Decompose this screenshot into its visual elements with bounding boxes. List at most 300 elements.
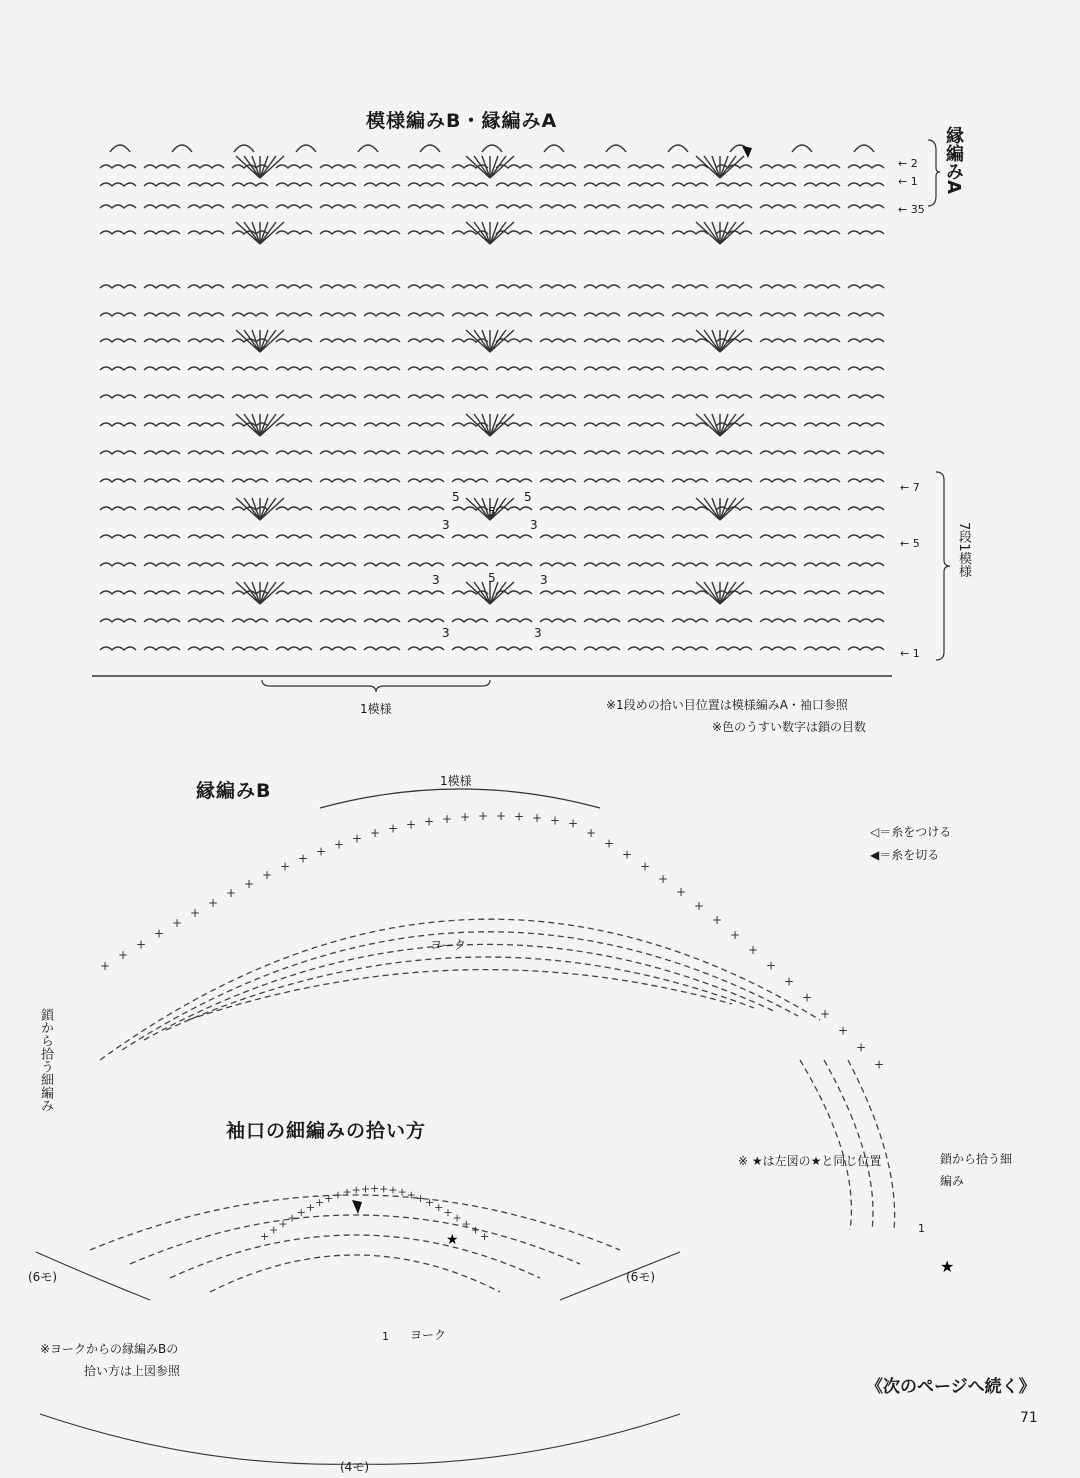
picot <box>606 145 626 152</box>
sleeve-stitch: + <box>379 1182 389 1196</box>
chain-stitch <box>276 591 312 594</box>
chain-stitch <box>144 619 180 622</box>
chain-stitch <box>364 507 400 510</box>
chain-stitch <box>232 165 268 168</box>
chain-stitch <box>496 395 532 398</box>
chain-stitch <box>496 619 532 622</box>
chain-stitch <box>584 535 620 538</box>
single-crochet-mark: + <box>424 814 435 829</box>
chain-stitch <box>848 231 884 234</box>
chain-stitch <box>408 479 444 482</box>
chain-stitch <box>848 647 884 650</box>
chain-stitch <box>672 165 708 168</box>
right-pickup-text: 鎖から拾う細編み <box>940 1152 1013 1188</box>
chain-stitch <box>320 591 356 594</box>
chain-stitch <box>716 451 752 454</box>
single-crochet-mark: + <box>370 826 381 841</box>
chain-stitch <box>848 479 884 482</box>
chain-stitch <box>100 395 136 398</box>
chain-stitch <box>628 183 664 186</box>
chain-stitch <box>188 535 224 538</box>
chain-stitch <box>320 231 356 234</box>
chain-stitch <box>672 507 708 510</box>
chain-stitch <box>364 285 400 288</box>
chain-stitch <box>584 339 620 342</box>
chain-count: 5 <box>524 490 532 504</box>
chain-stitch <box>672 591 708 594</box>
chain-stitch <box>760 535 796 538</box>
edge-bracket <box>928 140 940 206</box>
chain-stitch <box>804 535 840 538</box>
chain-stitch <box>804 395 840 398</box>
picot <box>358 145 378 152</box>
sleeve-stitch: + <box>397 1185 407 1199</box>
chain-stitch <box>320 183 356 186</box>
chain-count: 3 <box>534 626 542 640</box>
chain-stitch <box>364 395 400 398</box>
chain-stitch <box>848 535 884 538</box>
double-crochet-fan <box>260 414 276 436</box>
chain-stitch <box>276 285 312 288</box>
chain-stitch <box>452 285 488 288</box>
chain-stitch <box>584 367 620 370</box>
star-note: ※ ★は左図の★と同じ位置 <box>738 1154 882 1168</box>
chain-stitch <box>188 367 224 370</box>
sleeve-stitch: + <box>443 1206 453 1219</box>
chain-stitch <box>232 563 268 566</box>
chain-stitch <box>188 619 224 622</box>
single-crochet-mark: + <box>712 913 723 928</box>
chain-stitch <box>452 619 488 622</box>
single-crochet-mark: + <box>208 895 219 910</box>
chain-stitch <box>364 339 400 342</box>
chain-stitch <box>232 231 268 234</box>
right-band-diagram <box>0 1060 1080 1276</box>
chain-stitch <box>540 423 576 426</box>
chain-stitch <box>672 563 708 566</box>
chain-stitch <box>100 647 136 650</box>
chain-stitch <box>540 647 576 650</box>
chain-stitch <box>584 507 620 510</box>
chain-stitch <box>188 647 224 650</box>
chain-stitch <box>232 479 268 482</box>
chain-stitch <box>188 339 224 342</box>
chain-stitch <box>320 507 356 510</box>
chain-stitch <box>540 563 576 566</box>
chain-stitch <box>408 339 444 342</box>
row-mark-2: ← 2 <box>898 157 918 170</box>
sleeve-stitch: + <box>296 1206 306 1219</box>
chain-stitch <box>672 231 708 234</box>
bottom-count-bracket <box>40 1414 680 1464</box>
chain-stitch <box>540 451 576 454</box>
sleeve-stitch: + <box>470 1223 481 1237</box>
double-crochet-fan <box>260 222 276 244</box>
chain-stitch <box>364 563 400 566</box>
picot <box>792 145 812 152</box>
single-crochet-mark: + <box>442 811 453 826</box>
single-crochet-mark: + <box>298 851 309 866</box>
chain-stitch <box>540 183 576 186</box>
chain-stitch <box>232 591 268 594</box>
chain-stitch <box>804 367 840 370</box>
chain-stitch <box>188 451 224 454</box>
chain-stitch <box>760 165 796 168</box>
chain-stitch <box>584 231 620 234</box>
chain-stitch <box>672 339 708 342</box>
sleeve-stitch: + <box>342 1185 352 1199</box>
chain-stitch <box>496 479 532 482</box>
single-crochet-mark: + <box>856 1040 867 1055</box>
single-crochet-mark: + <box>316 844 327 859</box>
edge-a-label: 縁編みA <box>943 126 964 194</box>
chain-stitch <box>276 205 312 208</box>
chain-stitch <box>364 647 400 650</box>
chain-stitch <box>496 535 532 538</box>
sleeve-yoke-label: ヨーク <box>410 1328 447 1342</box>
chain-stitch <box>100 535 136 538</box>
chain-stitch <box>584 479 620 482</box>
single-crochet-mark: + <box>154 926 165 941</box>
chain-stitch <box>232 507 268 510</box>
chain-stitch <box>848 313 884 316</box>
chain-stitch <box>144 339 180 342</box>
double-crochet-fan <box>260 582 276 604</box>
chain-stitch <box>584 313 620 316</box>
sleeve-stitch: + <box>434 1200 444 1214</box>
band-row <box>824 1060 873 1230</box>
chain-stitch <box>716 563 752 566</box>
chain-stitch <box>672 647 708 650</box>
chain-stitch <box>232 423 268 426</box>
single-crochet-mark: + <box>550 813 561 828</box>
sleeve-stitch: + <box>269 1223 279 1237</box>
sleeve-note-1: ※ヨークからの縁編みBの <box>40 1342 179 1356</box>
double-crochet-fan <box>260 330 276 352</box>
repeat-bracket <box>262 680 490 692</box>
chain-stitch <box>848 619 884 622</box>
chain-count: 5 <box>488 505 496 519</box>
single-crochet-mark: + <box>658 872 669 887</box>
double-crochet-fan <box>490 156 506 178</box>
chain-stitch <box>716 285 752 288</box>
chain-stitch <box>672 367 708 370</box>
single-crochet-mark: + <box>640 859 651 874</box>
chain-stitch <box>628 591 664 594</box>
chain-stitch <box>408 183 444 186</box>
chain-stitch <box>716 205 752 208</box>
chain-stitch <box>320 451 356 454</box>
chain-stitch <box>144 507 180 510</box>
top-repeat-arc <box>320 789 600 808</box>
chain-stitch <box>188 285 224 288</box>
chart-b-title: 縁編みB <box>196 780 272 802</box>
continue-label: 《次のページへ続く》 <box>866 1377 1036 1397</box>
yoke-label: ヨーク <box>430 938 467 952</box>
chain-stitch <box>100 451 136 454</box>
chain-stitch <box>320 367 356 370</box>
picot <box>172 145 192 152</box>
chain-stitch <box>232 619 268 622</box>
sleeve-stitch: + <box>278 1217 288 1231</box>
chain-stitch <box>144 451 180 454</box>
chain-stitch <box>144 563 180 566</box>
chain-stitch <box>716 395 752 398</box>
sleeve-stitch: + <box>425 1196 435 1210</box>
chain-stitch <box>232 451 268 454</box>
single-crochet-mark: + <box>532 811 543 826</box>
chain-stitch <box>760 339 796 342</box>
single-crochet-mark: + <box>820 1007 831 1022</box>
chain-stitch <box>760 285 796 288</box>
chain-stitch <box>584 285 620 288</box>
chain-stitch <box>276 451 312 454</box>
double-crochet-fan <box>490 582 506 604</box>
chain-stitch <box>144 367 180 370</box>
chain-stitch <box>760 395 796 398</box>
chain-stitch <box>364 231 400 234</box>
chain-stitch <box>452 451 488 454</box>
chain-stitch <box>320 423 356 426</box>
chain-stitch <box>276 183 312 186</box>
chain-stitch <box>848 507 884 510</box>
chain-stitch <box>364 183 400 186</box>
single-crochet-mark: + <box>226 886 237 901</box>
chain-stitch <box>628 535 664 538</box>
chain-stitch <box>408 285 444 288</box>
picot <box>234 145 254 152</box>
chain-stitch <box>716 619 752 622</box>
chain-stitch <box>628 451 664 454</box>
chain-stitch <box>100 339 136 342</box>
chain-stitch <box>364 591 400 594</box>
chain-stitch <box>540 367 576 370</box>
chain-stitch <box>452 563 488 566</box>
picot <box>482 145 502 152</box>
chain-stitch <box>100 563 136 566</box>
single-crochet-mark: + <box>100 959 111 973</box>
sleeve-stitch: + <box>305 1200 316 1214</box>
chain-stitch <box>100 591 136 594</box>
chain-stitch <box>672 423 708 426</box>
chain-stitch <box>188 507 224 510</box>
single-crochet-mark: + <box>676 885 687 900</box>
double-crochet-fan <box>720 582 736 604</box>
chain-stitch <box>496 451 532 454</box>
chain-stitch <box>408 451 444 454</box>
chain-stitch <box>760 231 796 234</box>
note-pickup: ※1段めの拾い目位置は模様編みA・袖口参照 <box>606 698 848 712</box>
chain-stitch <box>540 231 576 234</box>
legend-attach: ◁＝糸をつける <box>870 825 952 839</box>
legend-cut: ◀＝糸を切る <box>870 848 940 862</box>
double-crochet-fan <box>260 498 276 520</box>
note-chain-counts: ※色のうすい数字は鎖の目数 <box>712 720 867 734</box>
chain-stitch <box>276 535 312 538</box>
chain-stitch <box>320 395 356 398</box>
repeat-bottom-label: 1模様 <box>360 702 392 716</box>
chain-stitch <box>848 395 884 398</box>
chain-stitch <box>232 205 268 208</box>
chain-stitch <box>320 339 356 342</box>
chart-c-title: 袖口の細編みの拾い方 <box>226 1120 427 1142</box>
chain-stitch <box>276 339 312 342</box>
chain-stitch <box>540 395 576 398</box>
single-crochet-mark: + <box>496 809 507 824</box>
chain-stitch <box>408 507 444 510</box>
chain-stitch <box>100 205 136 208</box>
chain-stitch <box>408 165 444 168</box>
chain-stitch <box>188 231 224 234</box>
chain-stitch <box>540 339 576 342</box>
chain-stitch <box>364 451 400 454</box>
chain-stitch <box>276 423 312 426</box>
chain-stitch <box>276 165 312 168</box>
chain-stitch <box>540 313 576 316</box>
single-crochet-mark: + <box>694 898 705 913</box>
chain-stitch <box>804 591 840 594</box>
single-crochet-mark: + <box>748 942 759 957</box>
picot <box>854 145 874 152</box>
chain-stitch <box>276 313 312 316</box>
chain-stitch <box>540 165 576 168</box>
chain-stitch <box>716 367 752 370</box>
chain-stitch <box>848 367 884 370</box>
double-crochet-fan <box>720 498 736 520</box>
edging-row <box>188 970 732 1020</box>
picot <box>110 145 130 152</box>
chain-stitch <box>276 563 312 566</box>
single-crochet-mark: + <box>874 1057 885 1072</box>
chain-stitch <box>144 647 180 650</box>
chain-stitch <box>540 619 576 622</box>
row-mark-1: ← 1 <box>898 175 918 188</box>
chain-stitch <box>452 367 488 370</box>
single-crochet-mark: + <box>352 831 363 846</box>
chain-stitch <box>408 313 444 316</box>
star-marker: ★ <box>446 1232 459 1248</box>
right-pickup-number: 1 <box>918 1222 925 1235</box>
double-crochet-fan <box>720 330 736 352</box>
edging-row <box>166 957 754 1030</box>
chain-stitch <box>496 183 532 186</box>
single-crochet-mark: + <box>406 817 417 832</box>
single-crochet-mark: + <box>730 927 741 942</box>
sleeve-stitch: + <box>315 1196 325 1210</box>
sleeve-row <box>210 1255 500 1292</box>
top-repeat-label: 1模様 <box>440 774 472 788</box>
chain-stitch <box>364 423 400 426</box>
left-six-count: (6モ) <box>28 1270 57 1284</box>
sleeve-stitch: + <box>260 1230 270 1243</box>
chain-stitch <box>276 507 312 510</box>
chain-stitch <box>848 165 884 168</box>
chain-stitch <box>364 313 400 316</box>
right-count-bracket <box>560 1252 680 1300</box>
chain-stitch <box>100 285 136 288</box>
single-crochet-mark: + <box>262 867 273 882</box>
chain-stitch <box>628 285 664 288</box>
chain-stitch <box>672 451 708 454</box>
sleeve-start-number: 1 <box>382 1330 389 1343</box>
chain-stitch <box>188 205 224 208</box>
double-crochet-fan <box>720 156 736 178</box>
single-crochet-mark: + <box>802 990 813 1005</box>
picot <box>420 145 440 152</box>
chain-stitch <box>188 313 224 316</box>
chain-stitch <box>760 563 796 566</box>
chain-stitch <box>848 563 884 566</box>
chain-stitch <box>628 507 664 510</box>
sleeve-stitch: + <box>370 1182 380 1195</box>
chain-stitch <box>584 165 620 168</box>
chain-stitch <box>804 647 840 650</box>
chain-stitch <box>628 205 664 208</box>
chart-a-title: 模様編みB・縁編みA <box>366 110 558 132</box>
chain-stitch <box>716 313 752 316</box>
chain-stitch <box>144 205 180 208</box>
chain-stitch <box>804 507 840 510</box>
chain-stitch <box>848 205 884 208</box>
single-crochet-mark: + <box>514 809 525 824</box>
chain-stitch <box>496 313 532 316</box>
chain-stitch <box>848 451 884 454</box>
chain-stitch <box>188 591 224 594</box>
chain-stitch <box>100 367 136 370</box>
double-crochet-fan <box>260 156 276 178</box>
chain-stitch <box>144 285 180 288</box>
chain-stitch <box>320 619 356 622</box>
single-crochet-mark: + <box>784 974 795 989</box>
chain-stitch <box>760 367 796 370</box>
chain-stitch <box>804 423 840 426</box>
chain-stitch <box>408 619 444 622</box>
sleeve-stitch: + <box>480 1230 490 1243</box>
chain-stitch <box>628 231 664 234</box>
picot <box>544 145 564 152</box>
chain-stitch <box>144 591 180 594</box>
chain-stitch <box>452 183 488 186</box>
sleeve-stitch: + <box>461 1217 471 1231</box>
chain-count: 3 <box>530 518 538 532</box>
repeat-mark-5: ← 5 <box>900 537 920 550</box>
band-row <box>800 1060 851 1230</box>
chain-stitch <box>452 205 488 208</box>
chain-stitch <box>760 313 796 316</box>
chain-stitch <box>188 183 224 186</box>
chain-stitch <box>408 231 444 234</box>
chain-stitch <box>496 563 532 566</box>
double-crochet-fan <box>490 222 506 244</box>
single-crochet-mark: + <box>190 905 201 920</box>
chain-stitch <box>364 367 400 370</box>
chain-stitch <box>144 231 180 234</box>
chain-stitch <box>628 479 664 482</box>
page-number: 71 <box>1020 1410 1038 1426</box>
single-crochet-mark: + <box>478 809 489 824</box>
chain-stitch <box>144 395 180 398</box>
chain-stitch <box>232 339 268 342</box>
chain-stitch <box>628 423 664 426</box>
chain-stitch <box>540 507 576 510</box>
chain-stitch <box>408 395 444 398</box>
chain-stitch <box>760 423 796 426</box>
edging-row <box>144 944 776 1040</box>
chain-stitch <box>232 535 268 538</box>
sleeve-note-2: 拾い方は上図参照 <box>84 1364 181 1378</box>
repeat-label: 7段1模様 <box>956 522 971 578</box>
chain-stitch <box>584 423 620 426</box>
